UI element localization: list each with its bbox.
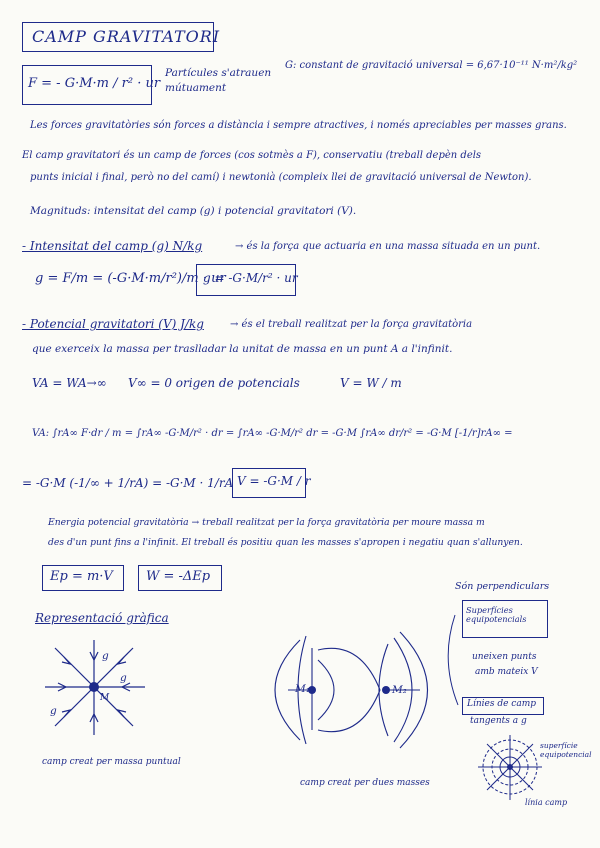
- equipotential-label: superfície equipotencial: [540, 741, 592, 759]
- energy-line-1: Energia potencial gravitatòria → treball realitzat per la força gravitatòria per moure massa m: [48, 517, 485, 528]
- force-note-2: mútuament: [165, 82, 227, 94]
- field-lines-box-label: Línies de camp: [467, 699, 536, 709]
- label-g-horizontal: g: [120, 672, 127, 684]
- potential-heading: - Potencial gravitatori (V) J/kg: [22, 317, 204, 331]
- potential-description-2: que exerceix la massa per traslladar la unitat de massa en un punt A a l'infinit.: [32, 343, 453, 355]
- label-g-vertical: g: [102, 650, 109, 662]
- surfaces-desc-1: uneixen punts: [472, 652, 537, 662]
- body-line-4: Magnituds: intensitat del camp (g) i potencial gravitatori (V).: [30, 205, 357, 217]
- potential-eq-1: VA = WA→∞: [32, 376, 107, 390]
- intensity-formula: g = F/m = (-G·M·m/r²)/m · ur: [35, 271, 226, 286]
- g-constant-definition: G: constant de gravitació universal = 6,67·10⁻¹¹ N·m²/kg²: [285, 60, 578, 71]
- potential-integral: VA: ∫rA∞ F·dr / m = ∫rA∞ -G·M/r² · dr = ∫rA∞ -G·M/r² dr = -G·M ∫rA∞ dr/r² = -G·M [-1/r]rA∞ =: [32, 428, 513, 439]
- graphic-heading: Representació gràfica: [35, 611, 169, 625]
- caption-point-mass: camp creat per massa puntual: [42, 757, 181, 767]
- potential-integral-2: = -G·M (-1/∞ + 1/rA) = -G·M · 1/rA: [22, 476, 234, 490]
- force-formula: F = - G·M·m / r² · ur: [28, 76, 161, 91]
- body-line-3: punts inicial i final, però no del camí) i newtonià (compleix llei de gravitació universal de Newton).: [30, 172, 532, 183]
- potential-boxed-formula: V = -G·M / r: [237, 474, 311, 488]
- label-m1: M₁: [295, 683, 310, 695]
- intensity-heading: - Intensitat del camp (g) N/kg: [22, 239, 203, 253]
- energy-line-2: des d'un punt fins a l'infinit. El treball és positiu quan les masses s'apropen i negatiu quan s'allunyen.: [48, 537, 523, 548]
- intensity-boxed-formula: g = -G·M/r² · ur: [203, 271, 298, 285]
- perpendicular-note: Són perpendiculars: [455, 581, 550, 592]
- field-line-label: línia camp: [525, 798, 568, 807]
- force-note-1: Partícules s'atrauen: [165, 67, 272, 79]
- caption-two-masses: camp creat per dues masses: [300, 778, 430, 788]
- body-line-1: Les forces gravitatòries són forces a distància i sempre atractives, i només apreciables per masses grans.: [30, 120, 567, 131]
- label-g-diagonal: g: [50, 705, 57, 717]
- surfaces-desc-2: amb mateix V: [475, 667, 538, 677]
- page-title: CAMP GRAVITATORI: [32, 27, 221, 46]
- label-M: M: [100, 693, 110, 703]
- intensity-description: → és la força que actuaria en una massa situada en un punt.: [235, 241, 541, 252]
- potential-eq-2: V∞ = 0 origen de potencials: [128, 376, 300, 390]
- point-mass-dot: [89, 682, 99, 692]
- surfaces-box-label: Superfícies equipotencials: [466, 605, 527, 625]
- potential-eq-3: V = W / m: [340, 376, 402, 390]
- body-line-2: El camp gravitatori és un camp de forces (cos sotmès a F), conservatiu (treball depèn dels: [22, 150, 482, 161]
- energy-formula-1: Ep = m·V: [50, 569, 113, 584]
- energy-formula-2: W = -ΔEp: [146, 569, 211, 584]
- label-m2: M₂: [392, 684, 407, 696]
- potential-description-1: → és el treball realitzat per la força gravitatòria: [230, 319, 473, 330]
- field-lines-desc: tangents a g: [470, 716, 527, 726]
